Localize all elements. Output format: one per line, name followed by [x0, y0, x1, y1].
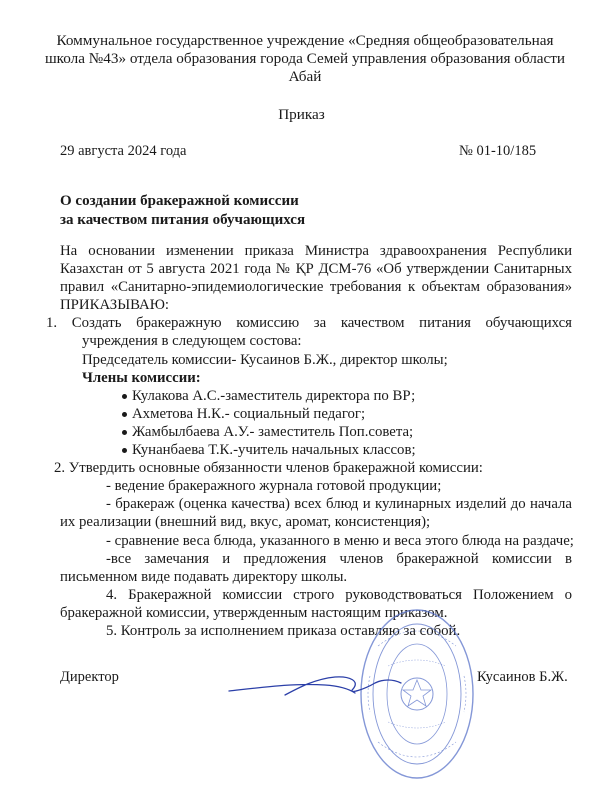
member-item: Кунанбаева Т.К.-учитель начальных классов;	[60, 441, 572, 459]
order-directive: ПРИКАЗЫВАЮ:	[60, 297, 170, 314]
preamble-line: правил «Санитарно-эпидемиологические требования к объектам образования»	[60, 279, 572, 296]
member-item: Жамбылбаева А.У.- заместитель Поп.совета;	[60, 423, 572, 441]
order-title: Приказ	[278, 106, 325, 123]
members-label: Члены комиссии:	[82, 369, 201, 386]
order-date: 29 августа 2024 года	[60, 143, 187, 159]
preamble-line: На основании изменении приказа Министра здравоохранения Республики	[60, 243, 572, 259]
header-line: Коммунальное государственное учреждение «Средняя общеобразовательная	[56, 32, 554, 49]
member-item: Кулакова А.С.-заместитель директора по ВР;	[60, 387, 572, 405]
subject-line: О создании бракеражной комиссии	[60, 193, 299, 209]
signoff-title: Директор	[60, 669, 119, 685]
duty-item: - бракераж (оценка качества) всех блюд и кулинарных изделий до начала	[106, 496, 572, 513]
order-subject	[60, 192, 305, 230]
duty-item: - сравнение веса блюда, указанного в меню и веса этого блюда на раздаче;	[106, 532, 574, 549]
preamble-line: Казахстан от 5 августа 2021 года № ҚР ДСМ-76 «Об утверждении Санитарных	[60, 261, 572, 278]
duty-item-cont: их реализации (внешний вид, вкус, аромат, консистенция);	[60, 514, 431, 531]
header-line: школа №43» отдела образования города Семей управления образования области	[44, 50, 566, 67]
signoff-name: Кусаинов Б.Ж.	[477, 669, 568, 685]
item-2-line: 2. Утвердить основные обязанности членов бракеражной комиссии:	[54, 460, 483, 477]
header-line: Абай	[288, 68, 322, 85]
subject-line: за качеством питания обучающихся	[60, 212, 306, 228]
item-5-line: 5. Контроль за исполнением приказа оставляю за собой.	[106, 622, 461, 639]
duty-item-cont: письменном виде подавать директору школы.	[60, 568, 348, 585]
institution-header	[40, 32, 570, 86]
item-1-line: учреждения в следующем состова:	[82, 333, 302, 350]
duty-item: - ведение бракеражного журнала готовой продукции;	[106, 478, 442, 495]
item-4-line: 4. Бракеражной комиссии строго руководствоваться Положением о	[106, 586, 572, 603]
duty-item: -все замечания и предложения членов бракеражной комиссии в	[106, 550, 572, 567]
director-signature	[225, 665, 405, 705]
item-1-line: 1. Создать бракеражную комиссию за качеством питания обучающихся	[46, 315, 572, 332]
member-item: Ахметова Н.К.- социальный педагог;	[60, 405, 572, 423]
item-4-line: бракеражной комиссии, утвержденным настоящим приказом.	[60, 604, 448, 621]
order-body	[46, 242, 574, 640]
order-number: № 01-10/185	[459, 143, 537, 159]
commission-chair: Председатель комиссии- Кусаинов Б.Ж., директор школы;	[82, 351, 448, 368]
